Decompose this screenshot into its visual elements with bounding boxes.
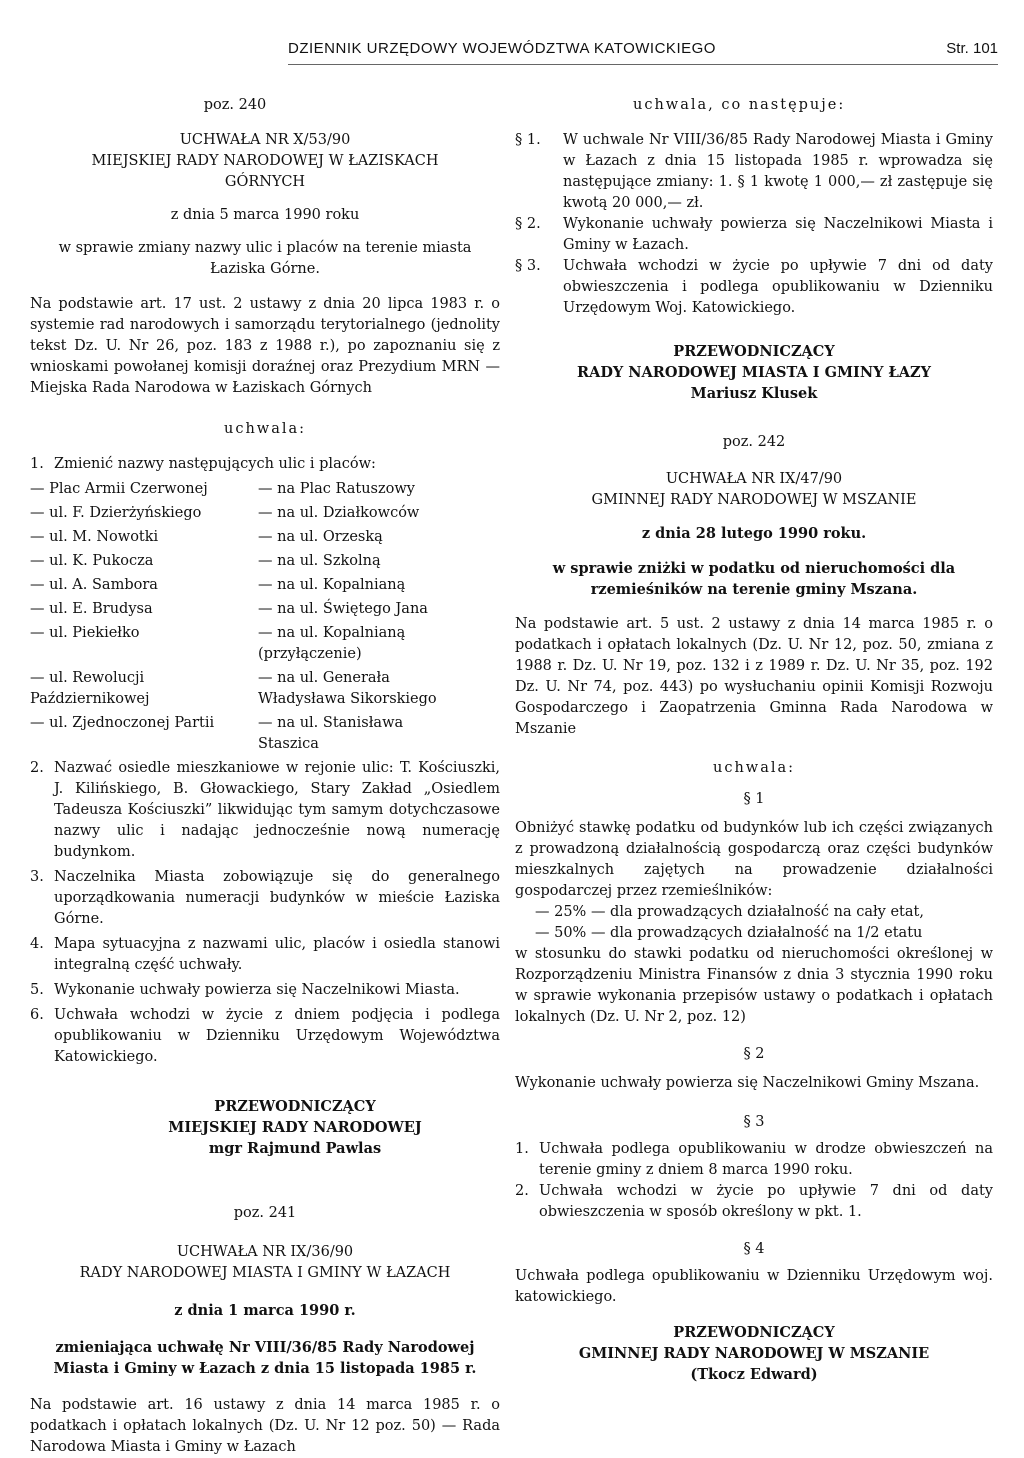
street-row [30,713,440,755]
new-name: — na ul. Działkowców [258,505,420,521]
poz241-para-2 [515,214,993,256]
signature-name: Mariusz Klusek [690,385,818,402]
new-name: — na ul. Szkolną [258,553,381,569]
item-text: Uchwała wchodzi w życie z dniem podjęcia i podlega opublikowaniu w Dzienniku Urzędowym Województwa Katowickiego. [54,1007,500,1065]
poz240-item-2 [30,758,500,863]
street-row [30,479,440,500]
poz242-s3-item-2 [515,1181,993,1223]
poz242-s1-list-item: — 50% — dla prowadzących działalność na 1/2 etatu [535,925,923,941]
poz242-s1-list-item: — 25% — dla prowadzących działalność na cały etat, [535,904,924,920]
street-row [30,668,440,710]
paragraph-number: § 1. [515,132,541,148]
poz241-para-3 [515,256,993,319]
poz240-subject: w sprawie zmiany nazwy ulic i placów na terenie miasta Łaziska Górne. [58,240,472,277]
new-name: — na ul. Kopalnianą [258,577,406,593]
paragraph-number: § 2. [515,216,541,232]
street-row [30,599,440,620]
poz240-date: z dnia 5 marca 1990 roku [170,207,360,223]
signature-name: (Tkocz Edward) [690,1366,818,1383]
poz242-date: z dnia 28 lutego 1990 roku. [641,525,867,542]
signature-line: GMINNEJ RADY NARODOWEJ W MSZANIE [578,1345,930,1362]
street-row [30,623,440,665]
poz242-preamble: Na podstawie art. 5 ust. 2 ustawy z dnia 14 marca 1985 r. o podatkach i opłatach lokalnych (Dz. U. Nr 12, poz. 50, zmiana z 1988 r. Dz. U. Nr 19, poz. 132 i z 1989 r. Dz. U. Nr 35, poz. 192 Dz. U. Nr 74, poz. 443) po wysłuchaniu opinii Komisji Rozwoju Gospodarczego i Zaopatrzenia Gminna Rada Narodowa w Mszanie [515,616,993,737]
old-name: — Plac Armii Czerwonej [30,481,208,497]
item-text: Naczelnika Miasta zobowiązuje się do generalnego uporządkowania numeracji budynków w mieście Łaziska Górne. [54,869,500,927]
old-name: — ul. Piekiełko [30,625,140,641]
old-name: — ul. Zjednoczonej Partii [30,715,215,731]
poz240-title-2: MIEJSKIEJ RADY NARODOWEJ W ŁAZISKACH [91,153,439,169]
item-text: Zmienić nazwy następujących ulic i placów: [54,456,376,472]
street-row [30,551,440,572]
poz242-s1-text: Obniżyć stawkę podatku od budynków lub ich części związanych z prowadzoną działalnością gospodarczą oraz części budynków mieszkalnych zajętych na prowadzenie działalności gospodarczej przez rzemieślników: [515,820,993,899]
poz242-s3-label: § 3 [743,1114,765,1130]
poz241-para-1 [515,130,993,214]
street-row [30,527,440,548]
item-number: 2. [515,1183,529,1199]
poz242-subject: w sprawie zniżki w podatku od nieruchomości dla rzemieśników na terenie gminy Mszana. [552,560,956,598]
poz240-item-4 [30,934,500,976]
street-rename-list [30,479,440,755]
poz242-resolves: uchwala: [712,760,796,776]
poz242-s2-label: § 2 [743,1046,765,1062]
poz240-item-3 [30,867,500,930]
old-name: — ul. E. Brudysa [30,601,153,617]
street-row [30,503,440,524]
page-number: Str. 101 [946,40,998,57]
new-name: — na ul. Orzeską [258,529,383,545]
old-name: — ul. Rewolucji Październikowej [30,670,150,707]
new-name: — na ul. Stanisława Staszica [258,715,404,752]
old-name: — ul. A. Sambora [30,577,158,593]
item-number: 1. [30,456,44,472]
item-number: 1. [515,1141,529,1157]
poz240-signature [90,1096,500,1159]
poz240-preamble: Na podstawie art. 17 ust. 2 ustawy z dnia 20 lipca 1983 r. o systemie rad narodowych i samorządu terytorialnego (jednolity tekst Dz. U. Nr 26, poz. 183 z 1988 r.), po zapoznaniu się z wnioskami powołanej komisji doraźnej oraz Prezydium MRN — Miejska Rada Narodowa w Łaziskach Górnych [30,296,500,396]
item-number: 4. [30,936,44,952]
right-column [515,95,993,1385]
poz240-resolves: uchwala: [223,421,307,437]
poz241-number: poz. 241 [233,1205,297,1221]
poz241-title-2: RADY NARODOWEJ MIASTA I GMINY W ŁAZACH [79,1265,451,1281]
signature-name: mgr Rajmund Pawlas [208,1140,382,1157]
poz240-item-5 [30,980,500,1001]
poz240-title-1: UCHWAŁA NR X/53/90 [179,132,351,148]
poz241-title-1: UCHWAŁA NR IX/36/90 [176,1244,354,1260]
journal-title: DZIENNIK URZĘDOWY WOJEWÓDZTWA KATOWICKIEGO [288,40,716,57]
poz240-item-6 [30,1005,500,1068]
item-text: Uchwała podlega opublikowaniu w drodze obwieszczeń na terenie gminy z dniem 8 marca 1990 roku. [539,1141,993,1178]
poz242-signature [515,1322,993,1385]
poz241-preamble: Na podstawie art. 16 ustawy z dnia 14 marca 1985 r. o podatkach i opłatach lokalnych (Dz. U. Nr 12 poz. 50) — Rada Narodowa Miasta i Gminy w Łazach [30,1397,500,1455]
paragraph-text: Wykonanie uchwały powierza się Naczelnikowi Miasta i Gminy w Łazach. [563,216,993,253]
poz242-title-2: GMINNEJ RADY NARODOWEJ W MSZANIE [591,492,917,508]
poz242-number: poz. 242 [722,434,786,450]
poz241-subject: zmieniająca uchwałę Nr VIII/36/85 Rady Narodowej Miasta i Gminy w Łazach z dnia 15 listopada 1985 r. [53,1339,477,1377]
item-text: Nazwać osiedle mieszkaniowe w rejonie ulic: T. Kościuszki, J. Kilińskiego, B. Głowackiego, Stary Zakład „Osiedlem Tadeusza Kościuszki” likwidując tym samym dotychczasowe nazwy ulic i nadając jednocześnie nową numerację budynkom. [54,760,500,860]
poz242-title-1: UCHWAŁA NR IX/47/90 [665,471,843,487]
item-number: 3. [30,869,44,885]
poz242-s4-text: Uchwała podlega opublikowaniu w Dzienniku Urzędowym woj. katowickiego. [515,1268,993,1305]
signature-line: PRZEWODNICZĄCY [673,343,835,360]
new-name: — na ul. Kopalnianą (przyłączenie) [258,625,406,662]
signature-line: RADY NARODOWEJ MIASTA I GMINY ŁAZY [577,364,931,381]
poz242-s3-item-1 [515,1139,993,1181]
poz242-s1-label: § 1 [743,791,765,807]
paragraph-number: § 3. [515,258,541,274]
poz241-date: z dnia 1 marca 1990 r. [174,1302,356,1319]
poz240-number: poz. 240 [203,97,267,113]
item-text: Wykonanie uchwały powierza się Naczelnikowi Miasta. [54,982,460,998]
signature-line: PRZEWODNICZĄCY [673,1324,835,1341]
poz242-s2-text: Wykonanie uchwały powierza się Naczelnikowi Gminy Mszana. [515,1075,980,1091]
item-number: 6. [30,1007,44,1023]
old-name: — ul. M. Nowotki [30,529,159,545]
street-row [30,575,440,596]
poz242-s1-tail: w stosunku do stawki podatku od nieruchomości określonej w Rozporządzeniu Ministra Finansów z dnia 3 stycznia 1990 roku w sprawie wykonania przepisów ustawy o podatkach i opłatach lokalnych (Dz. U. Nr 2, poz. 12) [515,946,993,1025]
poz241-signature [515,341,993,404]
new-name: — na Plac Ratuszowy [258,481,415,497]
item-text: Uchwała wchodzi w życie po upływie 7 dni od daty obwieszczenia w sposób określony w pkt. 1. [539,1183,993,1220]
paragraph-text: W uchwale Nr VIII/36/85 Rady Narodowej Miasta i Gminy w Łazach z dnia 15 listopada 1985 r. wprowadza się następujące zmiany: 1. § 1 kwotę 1 000,— zł zastępuje się kwotą 20 000,— zł. [563,132,993,211]
item-number: 2. [30,760,44,776]
poz240-title-3: GÓRNYCH [224,174,306,190]
old-name: — ul. F. Dzierżyńskiego [30,505,202,521]
poz241-resolves: uchwala, co następuje: [633,97,846,113]
signature-line: MIEJSKIEJ RADY NARODOWEJ [168,1119,422,1136]
left-column [30,95,500,1458]
header-rule [288,64,998,65]
item-number: 5. [30,982,44,998]
old-name: — ul. K. Pukocza [30,553,154,569]
poz242-s4-label: § 4 [743,1241,765,1257]
paragraph-text: Uchwała wchodzi w życie po upływie 7 dni od daty obwieszczenia i podlega opublikowaniu w Dzienniku Urzędowym Woj. Katowickiego. [563,258,993,316]
signature-line: PRZEWODNICZĄCY [214,1098,376,1115]
item-text: Mapa sytuacyjna z nazwami ulic, placów i osiedla stanowi integralną część uchwały. [54,936,500,973]
poz240-item-1 [30,454,500,475]
new-name: — na ul. Generała Władysława Sikorskiego [258,670,437,707]
new-name: — na ul. Świętego Jana [258,601,428,617]
